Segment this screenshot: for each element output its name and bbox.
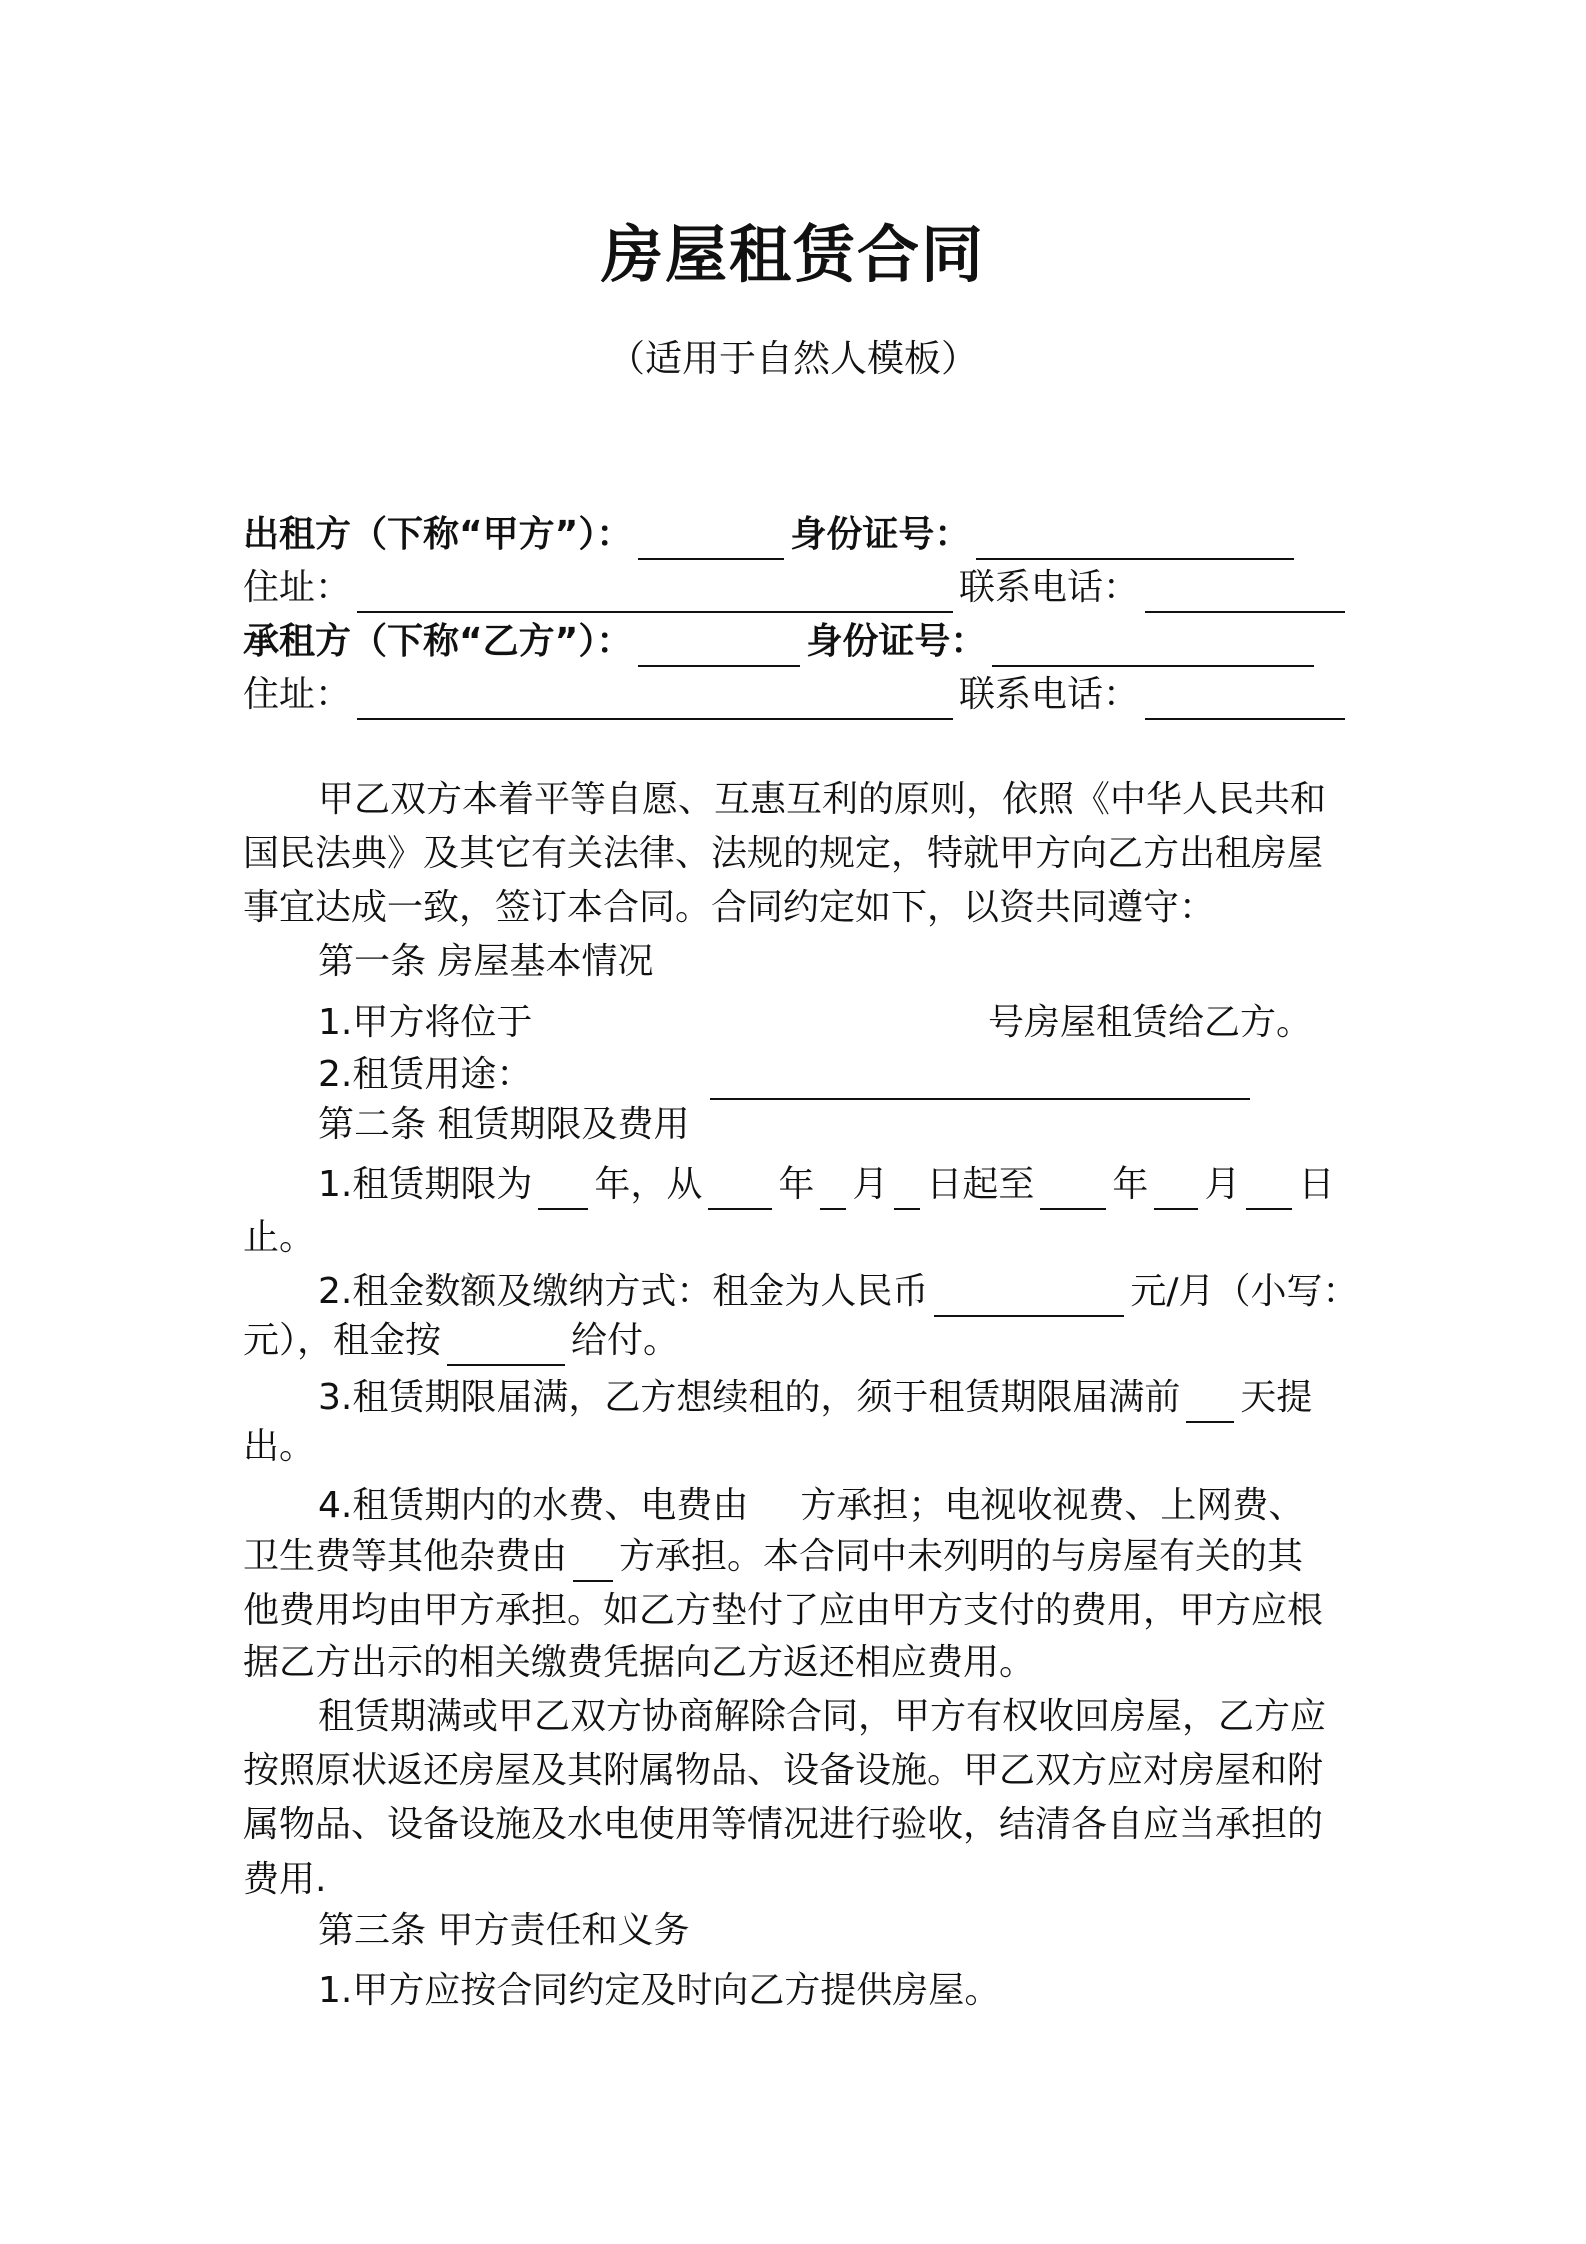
lessee-address-row bbox=[243, 670, 1351, 720]
lessor-id-blank bbox=[976, 518, 1294, 560]
lessor-label: 出租方（下称“甲方”）： bbox=[243, 514, 633, 555]
end-year-blank bbox=[1040, 1168, 1106, 1210]
lessee-name-blank bbox=[638, 625, 800, 667]
preamble-line-1: 甲乙双方本着平等自愿、互惠互利的原则，依照《中华人民共和 bbox=[318, 779, 1327, 820]
end-day-blank bbox=[1246, 1168, 1292, 1210]
lessee-phone-label: 联系电话： bbox=[959, 674, 1140, 715]
article-2-item-3-end: 出。 bbox=[243, 1426, 316, 1467]
misc-fees-party-blank bbox=[573, 1540, 613, 1582]
article-1-item-1a: 1.甲方将位于 bbox=[318, 1002, 533, 1043]
lessor-phone-blank bbox=[1145, 571, 1345, 613]
article-1-item-1b: 号房屋租赁给乙方。 bbox=[988, 1002, 1313, 1043]
lessor-phone-label: 联系电话： bbox=[959, 567, 1140, 608]
rent-yuan-label: 元），租金按 bbox=[243, 1320, 442, 1361]
utilities-label-2: 方承担；电视收视费、上网费、 bbox=[800, 1485, 1305, 1526]
article-2-item-1-end: 止。 bbox=[243, 1217, 316, 1258]
renewal-label: 3.租赁期限届满，乙方想续租的，须于租赁期限届满前 bbox=[318, 1377, 1181, 1418]
misc-fees-label: 卫生费等其他杂费由 bbox=[243, 1536, 568, 1577]
article-2-item-4-line-4: 据乙方出示的相关缴费凭据向乙方返还相应费用。 bbox=[243, 1642, 1036, 1683]
term-years-blank bbox=[538, 1168, 588, 1210]
start-day-label: 日起至 bbox=[926, 1164, 1035, 1205]
lessee-address-label: 住址： bbox=[243, 674, 352, 715]
lessor-id-label: 身份证号： bbox=[790, 514, 971, 555]
lessor-address-blank bbox=[357, 571, 953, 613]
article-2-item-4 bbox=[318, 1481, 1304, 1531]
rent-pay-label: 给付。 bbox=[571, 1320, 680, 1361]
article-2-item-1 bbox=[318, 1160, 1334, 1210]
lessee-label: 承租方（下称“乙方”）： bbox=[243, 621, 633, 662]
article-2-item-2-cont bbox=[243, 1316, 679, 1366]
term-label: 1.租赁期限为 bbox=[318, 1164, 533, 1205]
start-year-blank bbox=[708, 1168, 772, 1210]
start-year-label: 年 bbox=[778, 1164, 815, 1205]
end-year-label: 年 bbox=[1112, 1164, 1149, 1205]
lessor-row bbox=[243, 510, 1300, 560]
article-3-heading: 第三条 甲方责任和义务 bbox=[318, 1910, 690, 1951]
start-month-label: 月 bbox=[852, 1164, 889, 1205]
article-2-heading: 第二条 租赁期限及费用 bbox=[318, 1104, 690, 1145]
return-para-line-4: 费用. bbox=[243, 1859, 327, 1900]
return-para-line-1: 租赁期满或甲乙双方协商解除合同，甲方有权收回房屋，乙方应 bbox=[318, 1696, 1327, 1737]
usage-blank bbox=[710, 1098, 1250, 1100]
misc-fees-label-2: 方承担。本合同中未列明的与房屋有关的其 bbox=[619, 1536, 1304, 1577]
utilities-label: 4.租赁期内的水费、电费由 bbox=[318, 1485, 749, 1526]
rent-cycle-blank bbox=[447, 1324, 565, 1366]
article-1-heading: 第一条 房屋基本情况 bbox=[318, 941, 654, 982]
renewal-days-blank bbox=[1186, 1381, 1234, 1423]
article-2-item-3 bbox=[318, 1373, 1312, 1423]
page-title: 房屋租赁合同 bbox=[600, 218, 985, 291]
rent-amount-blank bbox=[934, 1275, 1124, 1317]
term-years-from: 年，从 bbox=[594, 1164, 703, 1205]
start-month-blank bbox=[820, 1168, 846, 1210]
return-para-line-2: 按照原状返还房屋及其附属物品、设备设施。甲乙双方应对房屋和附 bbox=[243, 1750, 1324, 1791]
end-day-label: 日 bbox=[1298, 1164, 1335, 1205]
lessee-row bbox=[243, 617, 1320, 667]
return-para-line-3: 属物品、设备设施及水电使用等情况进行验收，结清各自应当承担的 bbox=[243, 1804, 1324, 1845]
preamble-line-2: 国民法典》及其它有关法律、法规的规定，特就甲方向乙方出租房屋 bbox=[243, 833, 1324, 874]
preamble-line-3: 事宜达成一致，签订本合同。合同约定如下，以资共同遵守： bbox=[243, 887, 1216, 928]
lessor-address-label: 住址： bbox=[243, 567, 352, 608]
renewal-days-label: 天提 bbox=[1240, 1377, 1313, 1418]
end-month-label: 月 bbox=[1204, 1164, 1241, 1205]
page-subtitle: （适用于自然人模板） bbox=[608, 337, 978, 380]
start-day-blank bbox=[894, 1168, 920, 1210]
lessor-name-blank bbox=[638, 518, 784, 560]
article-2-item-2 bbox=[318, 1267, 1359, 1317]
lessee-phone-blank bbox=[1145, 678, 1345, 720]
lessee-id-blank bbox=[992, 625, 1314, 667]
rent-unit-label: 元/月（小写： bbox=[1130, 1271, 1359, 1312]
article-3-item-1: 1.甲方应按合同约定及时向乙方提供房屋。 bbox=[318, 1970, 1001, 2011]
article-2-item-4-line-3: 他费用均由甲方承担。如乙方垫付了应由甲方支付的费用，甲方应根 bbox=[243, 1590, 1324, 1631]
lessee-address-blank bbox=[357, 678, 953, 720]
article-2-item-4-line-2 bbox=[243, 1532, 1303, 1582]
lessee-id-label: 身份证号： bbox=[806, 621, 987, 662]
article-1-item-2: 2.租赁用途： bbox=[318, 1054, 533, 1095]
rent-label: 2.租金数额及缴纳方式：租金为人民币 bbox=[318, 1271, 929, 1312]
end-month-blank bbox=[1154, 1168, 1198, 1210]
lessor-address-row bbox=[243, 563, 1351, 613]
